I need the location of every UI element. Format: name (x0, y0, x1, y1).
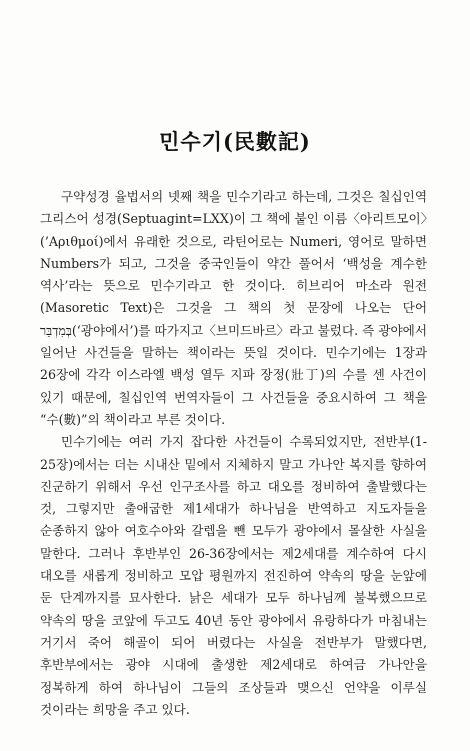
chapter-title: 민수기(民數記) (159, 129, 311, 155)
paragraph-summary: 민수기에는 여러 가지 잡다한 사건들이 수록되었지만, 전반부(1-25장)에서는 더는 시내산 밑에서 지체하지 말고 가나안 복지를 향하여 진군하기 위해서 우선 인구조사를 하고 대오를 정비하여 출발했다는 것, 그렇지만 출애굽한 제1세대가 하나님을 반역하고 지도자들을 순종하지 않아 여호수아와 갈렙을 뺀 모두가 광야에서 몰살한 사실을 말한다. 그러나 후반부인 26-36장에서는 제2세대를 계수하여 다시 대오를 새롭게 정비하고 모압 평원까지 전진하여 약속의 땅을 눈앞에 둔 단계까지를 묘사한다. 낡은 세대가 모두 하나님께 불복했으므로 약속의 땅을 코앞에 두고도 40년 동안 광야에서 유랑하다가 마침내는 거기서 죽어 해골이 되어 버렸다는 사실을 전반부가 말했다면, 후반부에서는 광야 시대에 출생한 제2세대로 하여금 가나안을 정복하게 하여 하나님이 그들의 조상들과 맺으신 언약을 이루실 것이라는 희망을 주고 있다. (40, 434, 427, 717)
paragraph-intro: 구약성경 율법서의 넷째 책을 민수기라고 하는데, 그것은 칠십인역 그리스어 성경(Septuagint=LXX)이 그 책에 붙인 이름〈아리트모이〉(’Αριθμοί)에서 유래한 것으로, 라틴어로는 Numeri, 영어로 말하면 Numbers가 되고, 그것을 중국인들이 약간 풀어서 ‘백성을 계수한 역사’라는 뜻으로 민수기라고 한 것이다. 히브리어 마소라 원전(Masoretic Text)은 그것을 그 책의 첫 문장에 나오는 단어 בְּמִדְבַּר(‘광야에서’)를 따가지고〈브미드바르〉라고 불렀다. 즉 광야에서 일어난 사건들을 말하는 책이라는 뜻일 것이다. 민수기에는 1장과 26장에 각각 이스라엘 백성 열두 지파 장정(壯丁)의 수를 센 사건이 있기 때문에, 칠십인역 번역자들이 그 사건들을 중요시하여 그 책을 “수(數)”의 책이라고 부른 것이다. (40, 189, 427, 427)
body-text (40, 186, 427, 721)
